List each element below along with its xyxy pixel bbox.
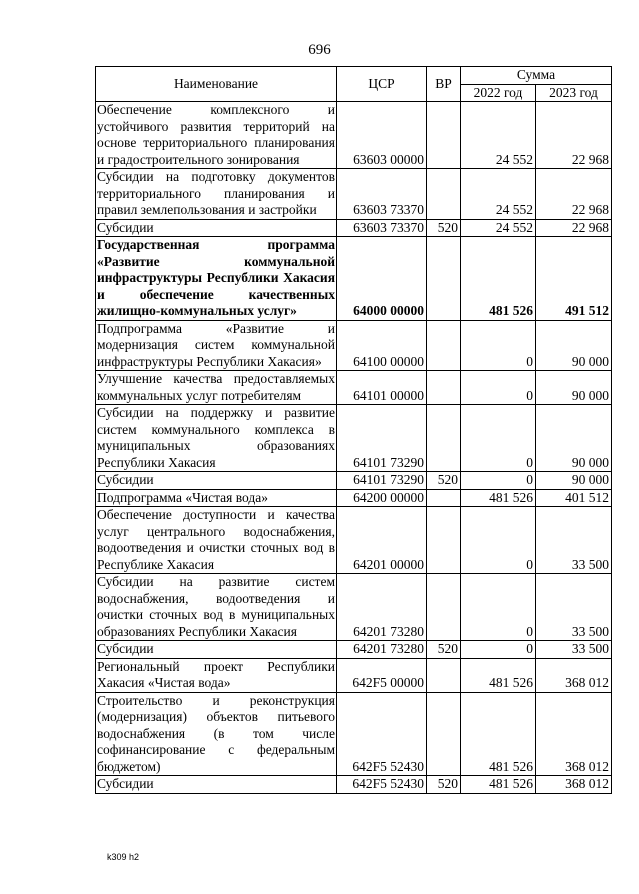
row-vr: 520 [427, 219, 461, 237]
row-vr: 520 [427, 641, 461, 659]
row-vr [427, 574, 461, 641]
row-csr: 64201 73280 [337, 574, 427, 641]
row-csr: 64101 73290 [337, 472, 427, 490]
row-name: Улучшение качества предоставляемых коммунальных услуг потребителям [97, 371, 335, 403]
table-body [96, 102, 612, 794]
row-csr: 64201 00000 [337, 507, 427, 574]
row-sum-2023: 401 512 [536, 489, 612, 507]
row-vr [427, 507, 461, 574]
header-sum: Сумма [461, 67, 612, 85]
row-sum-2023: 90 000 [536, 405, 612, 472]
row-csr: 642F5 00000 [337, 658, 427, 692]
row-name: Субсидии [96, 472, 337, 490]
row-sum-2022: 0 [461, 574, 536, 641]
footer-code: k309 h2 [107, 852, 140, 862]
row-vr: 520 [427, 472, 461, 490]
row-sum-2022: 0 [461, 320, 536, 371]
row-sum-2022: 481 526 [461, 692, 536, 776]
row-name: Строительство и реконструкция (модернизация) объектов питьевого водоснабжения (в том числе софинансирование с федеральным бюджетом) [97, 692, 335, 774]
row-vr [427, 692, 461, 776]
table-row [96, 472, 612, 490]
row-name: Субсидии [96, 776, 337, 794]
row-vr [427, 237, 461, 321]
row-sum-2022: 481 526 [461, 658, 536, 692]
row-sum-2022: 481 526 [461, 489, 536, 507]
row-sum-2023: 368 012 [536, 692, 612, 776]
row-vr [427, 658, 461, 692]
row-name: Государственная программа «Развитие коммунальной инфраструктуры Республики Хакасия и обеспечение качественных жилищно-коммунальных услуг» [97, 237, 335, 318]
row-vr [427, 320, 461, 371]
row-csr: 64000 00000 [337, 237, 427, 321]
row-csr: 63603 73370 [337, 219, 427, 237]
row-vr: 520 [427, 776, 461, 794]
header-vr: ВР [427, 67, 461, 102]
row-sum-2023: 33 500 [536, 574, 612, 641]
row-sum-2022: 24 552 [461, 102, 536, 169]
row-sum-2022: 481 526 [461, 776, 536, 794]
row-vr [427, 405, 461, 472]
row-sum-2023: 90 000 [536, 472, 612, 490]
row-sum-2022: 0 [461, 507, 536, 574]
row-name: Подпрограмма «Чистая вода» [96, 489, 337, 507]
table-row [96, 658, 612, 692]
table-row [96, 507, 612, 574]
page-number: 696 [308, 42, 331, 58]
row-name: Региональный проект Республики Хакасия «Чистая вода» [97, 658, 335, 690]
table-row [96, 574, 612, 641]
table-row [96, 776, 612, 794]
row-name: Субсидии на развитие систем водоснабжения, водоотведения и очистки сточных вод в муниципальных образованиях Республики Хакасия [97, 574, 335, 639]
row-csr: 64200 00000 [337, 489, 427, 507]
row-sum-2023: 33 500 [536, 641, 612, 659]
row-vr [427, 102, 461, 169]
header-name: Наименование [96, 67, 337, 102]
row-sum-2023: 90 000 [536, 320, 612, 371]
row-csr: 64101 00000 [337, 371, 427, 405]
row-csr: 64201 73280 [337, 641, 427, 659]
row-sum-2023: 22 968 [536, 219, 612, 237]
budget-table [95, 66, 612, 794]
row-sum-2022: 481 526 [461, 237, 536, 321]
row-sum-2023: 33 500 [536, 507, 612, 574]
header-year-2023: 2023 год [536, 84, 612, 102]
row-name: Субсидии на подготовку документов территориального планирования и правил землепользования и застройки [97, 169, 335, 217]
row-vr [427, 169, 461, 220]
header-year-2022: 2022 год [461, 84, 536, 102]
table-row [96, 237, 612, 321]
table-row [96, 102, 612, 169]
row-vr [427, 371, 461, 405]
table-row [96, 320, 612, 371]
row-sum-2023: 491 512 [536, 237, 612, 321]
row-sum-2022: 0 [461, 371, 536, 405]
row-sum-2023: 368 012 [536, 776, 612, 794]
table-row [96, 489, 612, 507]
row-name: Субсидии [96, 641, 337, 659]
row-sum-2022: 24 552 [461, 169, 536, 220]
row-name: Субсидии на поддержку и развитие систем коммунального комплекса в муниципальных образованиях Республики Хакасия [97, 405, 335, 470]
row-csr: 64100 00000 [337, 320, 427, 371]
table-row [96, 169, 612, 220]
row-sum-2022: 0 [461, 641, 536, 659]
row-sum-2023: 90 000 [536, 371, 612, 405]
row-name: Подпрограмма «Развитие и модернизация систем коммунальной инфраструктуры Республики Хакасия» [97, 320, 335, 369]
row-sum-2022: 0 [461, 472, 536, 490]
header-csr: ЦСР [337, 67, 427, 102]
row-vr [427, 489, 461, 507]
table-header [96, 67, 612, 102]
row-name: Обеспечение комплексного и устойчивого развития территорий на основе территориального планирования и градостроительного зонирования [97, 102, 335, 167]
row-csr: 63603 73370 [337, 169, 427, 220]
row-csr: 642F5 52430 [337, 692, 427, 776]
table-row [96, 371, 612, 405]
row-sum-2023: 22 968 [536, 102, 612, 169]
table-row [96, 405, 612, 472]
row-csr: 64101 73290 [337, 405, 427, 472]
row-sum-2022: 0 [461, 405, 536, 472]
row-sum-2022: 24 552 [461, 219, 536, 237]
row-csr: 63603 00000 [337, 102, 427, 169]
row-name: Субсидии [96, 219, 337, 237]
row-sum-2023: 368 012 [536, 658, 612, 692]
table-row [96, 692, 612, 776]
table-row [96, 219, 612, 237]
table-row [96, 641, 612, 659]
row-csr: 642F5 52430 [337, 776, 427, 794]
row-name: Обеспечение доступности и качества услуг центрального водоснабжения, водоотведения и очистки сточных вод в Республике Хакасия [97, 507, 335, 572]
row-sum-2023: 22 968 [536, 169, 612, 220]
